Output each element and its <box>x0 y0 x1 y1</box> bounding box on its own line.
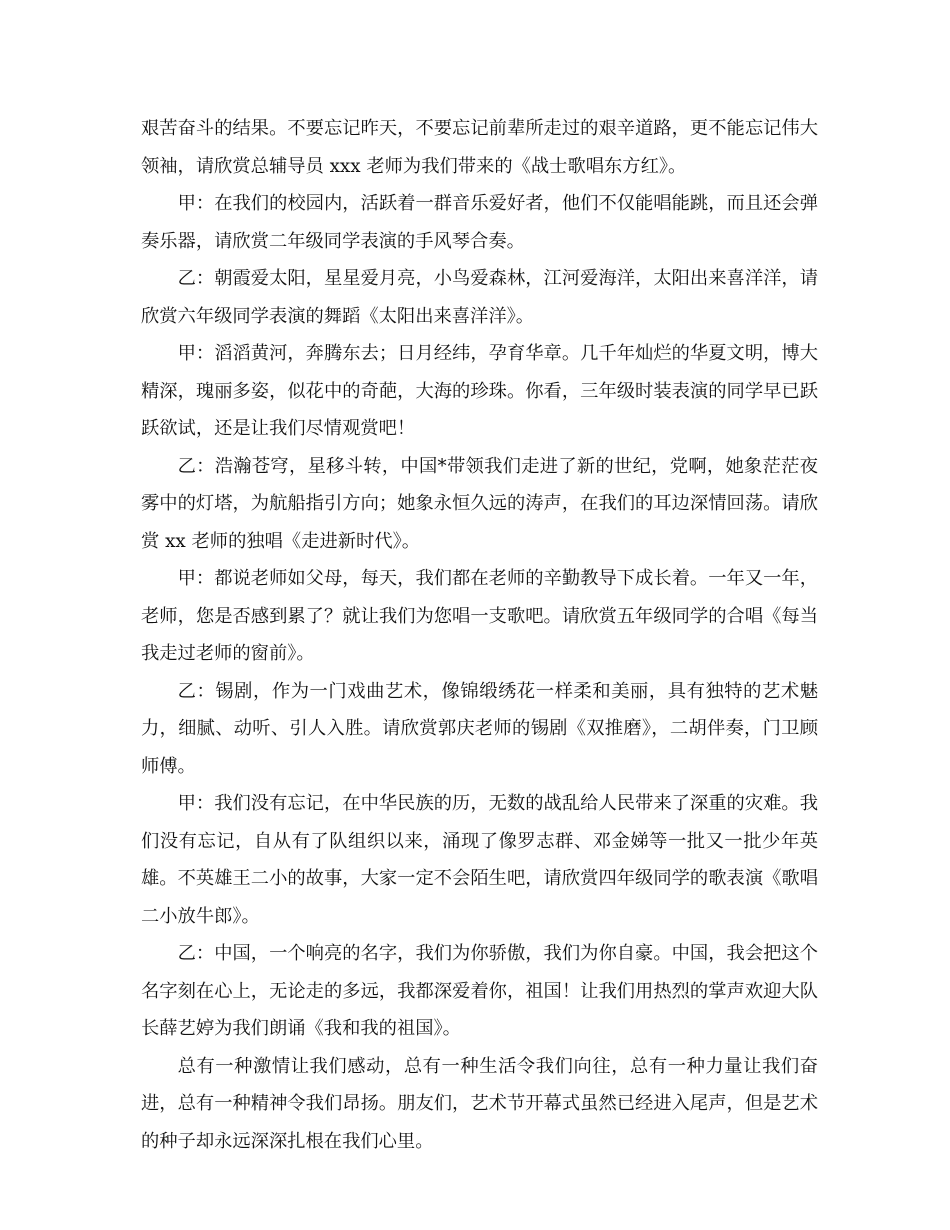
paragraph-yi-dance: 乙：朝霞爱太阳，星星爱月亮，小鸟爱森林，江河爱海洋，太阳出来喜洋洋，请欣赏六年级同学表演的舞蹈《太阳出来喜洋洋》。 <box>141 268 818 327</box>
paragraph-yi-solo: 乙：浩瀚苍穹，星移斗转，中国*带领我们走进了新的世纪，党啊，她象茫茫夜雾中的灯塔，为航船指引方向；她象永恒久远的涛声，在我们的耳边深情回荡。请欣赏 xx 老师的独唱《走进新时代》。 <box>141 455 818 552</box>
paragraph-continued: 艰苦奋斗的结果。不要忘记昨天，不要忘记前辈所走过的艰辛道路，更不能忘记伟大领袖，请欣赏总辅导员 xxx 老师为我们带来的《战士歌唱东方红》。 <box>141 118 818 177</box>
paragraph-jia-fashion: 甲：滔滔黄河，奔腾东去；日月经纬，孕育华章。几千年灿烂的华夏文明，博大精深，瑰丽多姿，似花中的奇葩，大海的珍珠。你看，三年级时装表演的同学早已跃跃欲试，还是让我们尽情观赏吧！ <box>141 343 818 439</box>
paragraph-yi-opera: 乙：锡剧，作为一门戏曲艺术，像锦缎绣花一样柔和美丽，具有独特的艺术魅力，细腻、动听、引人入胜。请欣赏郭庆老师的锡剧《双推磨》，二胡伴奏，门卫顾师傅。 <box>141 680 818 777</box>
paragraph-yi-recitation: 乙：中国，一个响亮的名字，我们为你骄傲，我们为你自豪。中国，我会把这个名字刻在心上，无论走的多远，我都深爱着你，祖国！让我们用热烈的掌声欢迎大队长薛艺婷为我们朗诵《我和我的祖国》。 <box>141 943 818 1039</box>
paragraph-jia-chorus: 甲：都说老师如父母，每天，我们都在老师的辛勤教导下成长着。一年又一年，老师，您是否感到累了？就让我们为您唱一支歌吧。请欣赏五年级同学的合唱《每当我走过老师的窗前》。 <box>141 568 818 664</box>
paragraph-closing: 总有一种激情让我们感动，总有一种生活令我们向往，总有一种力量让我们奋进，总有一种精神令我们昂扬。朋友们，艺术节开幕式虽然已经进入尾声，但是艺术的种子却永远深深扎根在我们心里。 <box>141 1055 818 1152</box>
document-body <box>141 110 818 1160</box>
paragraph-jia-accordion: 甲：在我们的校园内，活跃着一群音乐爱好者，他们不仅能唱能跳，而且还会弹奏乐器，请欣赏二年级同学表演的手风琴合奏。 <box>141 193 818 252</box>
paragraph-jia-song: 甲：我们没有忘记，在中华民族的历，无数的战乱给人民带来了深重的灾难。我们没有忘记，自从有了队组织以来，涌现了像罗志群、邓金娣等一批又一批少年英雄。不英雄王二小的故事，大家一定不会陌生吧，请欣赏四年级同学的歌表演《歌唱二小放牛郎》。 <box>141 793 818 927</box>
